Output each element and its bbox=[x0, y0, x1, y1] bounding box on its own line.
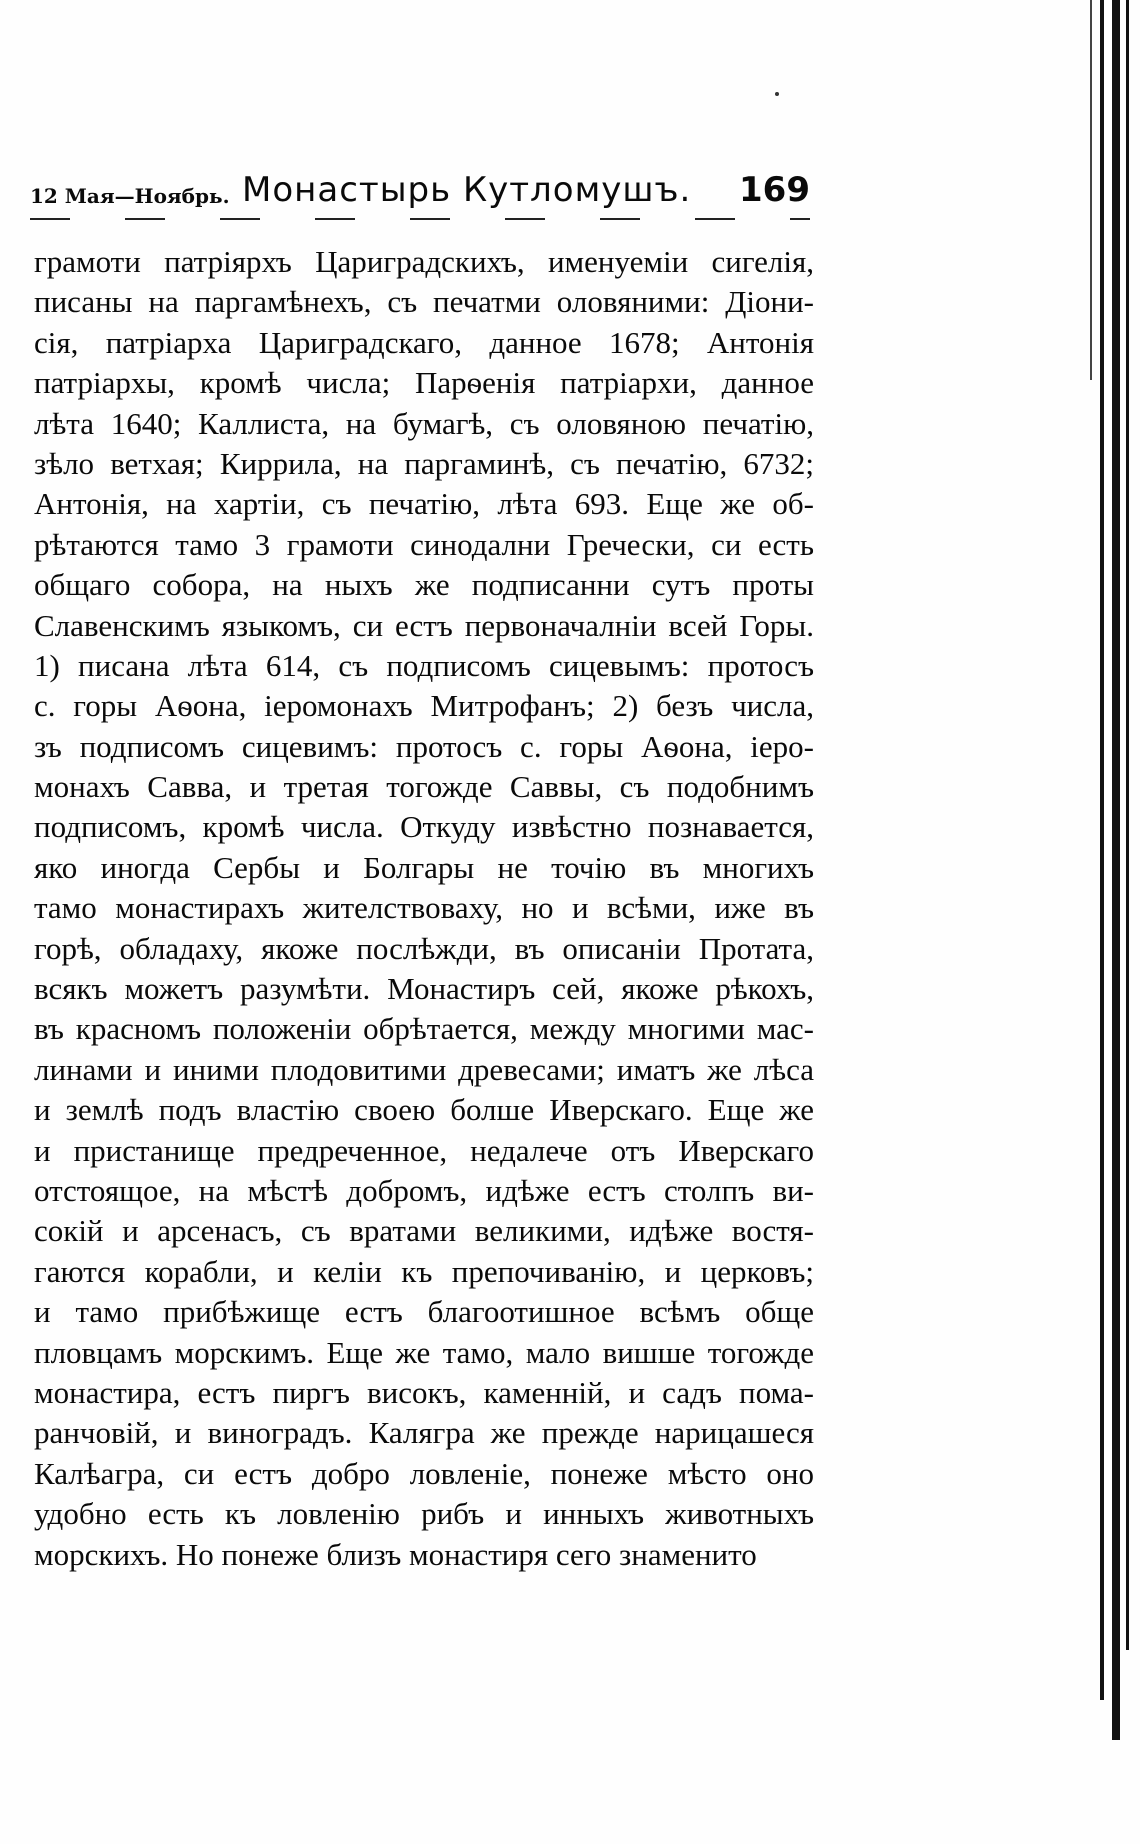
text-line: яко иногда Сербы и Болгары не точію въ многихъ bbox=[34, 849, 814, 885]
ink-speck bbox=[775, 92, 779, 96]
page-number: 169 bbox=[739, 170, 810, 210]
text-line: горѣ, обладаху, якоже послѣжди, въ описаніи Протата, bbox=[34, 930, 814, 966]
page-edge-line bbox=[1126, 0, 1129, 1650]
body-text bbox=[34, 242, 814, 1575]
header-rule bbox=[30, 218, 810, 220]
text-line: морскихъ. Но понеже близъ монастиря сего знаменито bbox=[34, 1536, 757, 1572]
page-edge-line bbox=[1100, 0, 1104, 1700]
text-line: линами и иними плодовитими древесами; иматъ же лѣса bbox=[34, 1051, 814, 1087]
text-line: ранчовій, и виноградъ. Калягра же прежде нарицашеся bbox=[34, 1415, 814, 1451]
text-line: гаются корабли, и келіи къ препочиванію, и церковъ; bbox=[34, 1253, 814, 1289]
page-edge-line bbox=[1112, 0, 1120, 1740]
page-edge-shadow bbox=[1090, 0, 1092, 380]
text-line: Славенскимъ языкомъ, си естъ первоначалніи всей Горы. bbox=[34, 607, 814, 643]
text-line: и пристанище предреченное, недалече отъ Иверскаго bbox=[34, 1132, 814, 1168]
text-line: тамо монастирахъ жителствоваху, но и всѣми, иже въ bbox=[34, 890, 814, 926]
text-line: пловцамъ морскимъ. Еще же тамо, мало вишше тогожде bbox=[34, 1334, 814, 1370]
text-line: отстоящое, на мѣстѣ добромъ, идѣже естъ столпъ ви- bbox=[34, 1172, 814, 1208]
text-line: патріархы, кромѣ числа; Парѳенія патріархи, данное bbox=[34, 365, 814, 401]
text-line: рѣтаются тамо 3 грамоти синодални Гречески, си есть bbox=[34, 526, 814, 562]
text-line: Антонія, на хартіи, съ печатію, лѣта 693. Еще же об- bbox=[34, 486, 814, 522]
running-header bbox=[30, 170, 810, 220]
text-line: зѣло ветхая; Киррила, на паргаминѣ, съ печатію, 6732; bbox=[34, 445, 814, 481]
text-line: подписомъ, кромѣ числа. Откуду извѣстно познавается, bbox=[34, 809, 814, 845]
text-line: сія, патріарха Цариградскаго, данное 1678; Антонія bbox=[34, 324, 814, 360]
text-line: всякъ можетъ разумѣти. Монастиръ сей, якоже рѣкохъ, bbox=[34, 971, 814, 1007]
text-line: и землѣ подъ властію своею болше Иверскаго. Еще же bbox=[34, 1092, 814, 1128]
text-line: монастира, естъ пиргъ високъ, каменній, и садъ пома- bbox=[34, 1374, 814, 1410]
header-title: Монастырь Кутломушъ. bbox=[242, 170, 692, 210]
text-line: зъ подписомъ сицевимъ: протосъ с. горы Аѳона, іеро- bbox=[34, 728, 814, 764]
text-line: 1) писана лѣта 614, съ подписомъ сицевымъ: протосъ bbox=[34, 647, 814, 683]
text-line: монахъ Савва, и третая тогожде Саввы, съ подобнимъ bbox=[34, 769, 814, 805]
text-line: с. горы Аѳона, іеромонахъ Митрофанъ; 2) безъ числа, bbox=[34, 688, 814, 724]
text-line: лѣта 1640; Каллиста, на бумагѣ, съ оловяною печатію, bbox=[34, 405, 814, 441]
text-line: и тамо прибѣжище естъ благоотишное всѣмъ обще bbox=[34, 1294, 814, 1330]
text-line: общаго собора, на ныхъ же подписанни сутъ проты bbox=[34, 567, 814, 603]
header-date-range: 12 Мая—Ноябрь. bbox=[30, 184, 230, 208]
text-line: въ красномъ положеніи обрѣтается, между многими мас- bbox=[34, 1011, 814, 1047]
text-line: удобно есть къ ловленію рибъ и инныхъ животныхъ bbox=[34, 1496, 814, 1532]
text-line: сокій и арсенасъ, съ вратами великими, идѣже востя- bbox=[34, 1213, 814, 1249]
text-line: грамоти патріярхъ Цариградскихъ, именуеміи сигелія, bbox=[34, 244, 814, 279]
text-line: писаны на паргамѣнехъ, съ печатми оловяними: Діони- bbox=[34, 284, 814, 320]
text-line: Калѣагра, си естъ добро ловленіе, понеже мѣсто оно bbox=[34, 1455, 814, 1491]
